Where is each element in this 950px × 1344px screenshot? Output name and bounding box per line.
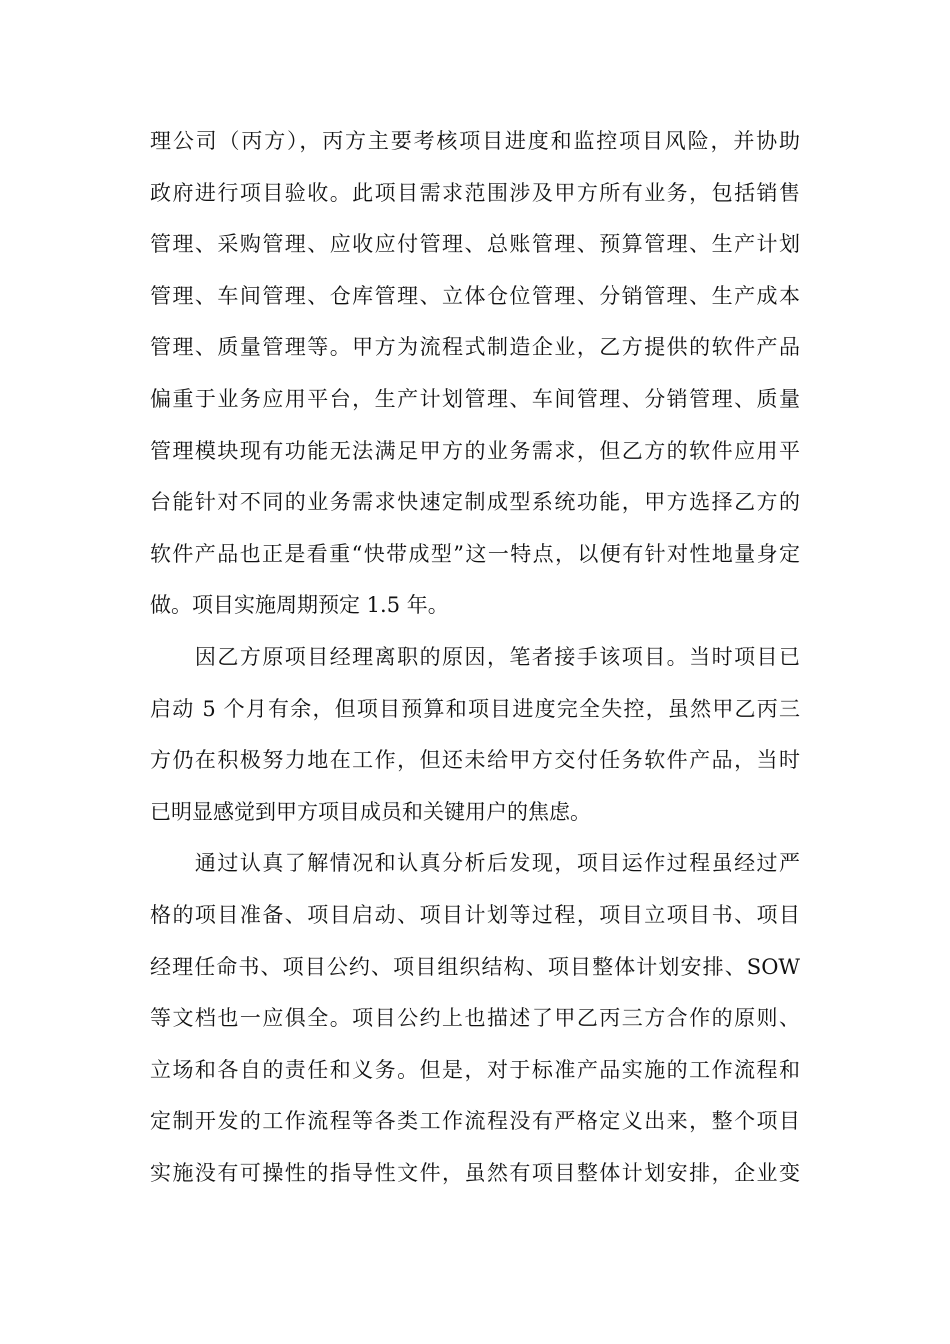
text-line: 管理、车间管理、仓库管理、立体仓位管理、分销管理、生产成本 [150,283,800,308]
text-line: 经理任命书、项目公约、项目组织结构、项目整体计划安排、SOW [150,954,800,979]
document-body [150,116,800,1199]
text-line: 管理、采购管理、应收应付管理、总账管理、预算管理、生产计划 [150,232,800,257]
text-line: 理公司（丙方），丙方主要考核项目进度和监控项目风险，并协助 [150,129,800,153]
text-line: 定制开发的工作流程等各类工作流程没有严格定义出来，整个项目 [150,1109,800,1134]
text-line: 台能针对不同的业务需求快速定制成型系统功能，甲方选择乙方的 [150,490,800,515]
text-line: 等文档也一应俱全。项目公约上也描述了甲乙丙三方合作的原则、 [150,1006,800,1031]
text-line: 管理、质量管理等。甲方为流程式制造企业，乙方提供的软件产品 [150,335,800,360]
text-line: 已明显感觉到甲方项目成员和关键用户的焦虑。 [150,799,591,824]
text-line: 启动 5 个月有余，但项目预算和项目进度完全失控，虽然甲乙丙三 [150,696,800,721]
text-line: 偏重于业务应用平台，生产计划管理、车间管理、分销管理、质量 [150,386,800,411]
text-line: 实施没有可操性的指导性文件，虽然有项目整体计划安排，企业变 [150,1160,800,1185]
text-line: 做。项目实施周期预定 1.5 年。 [150,593,449,618]
paragraph [150,116,800,632]
text-line: 通过认真了解情况和认真分析后发现，项目运作过程虽经过严 [150,851,800,876]
text-line: 格的项目准备、项目启动、项目计划等过程，项目立项目书、项目 [150,902,800,927]
text-line: 软件产品也正是看重“快带成型”这一特点，以便有针对性地量身定 [150,541,800,566]
paragraph [150,632,800,838]
text-line: 立场和各自的责任和义务。但是，对于标准产品实施的工作流程和 [150,1057,800,1082]
text-line: 政府进行项目验收。此项目需求范围涉及甲方所有业务，包括销售 [150,180,800,205]
text-line: 管理模块现有功能无法满足甲方的业务需求，但乙方的软件应用平 [150,438,800,463]
paragraph [150,838,800,1199]
text-line: 方仍在积极努力地在工作，但还未给甲方交付任务软件产品，当时 [150,748,800,773]
text-line: 因乙方原项目经理离职的原因，笔者接手该项目。当时项目已 [150,644,800,669]
